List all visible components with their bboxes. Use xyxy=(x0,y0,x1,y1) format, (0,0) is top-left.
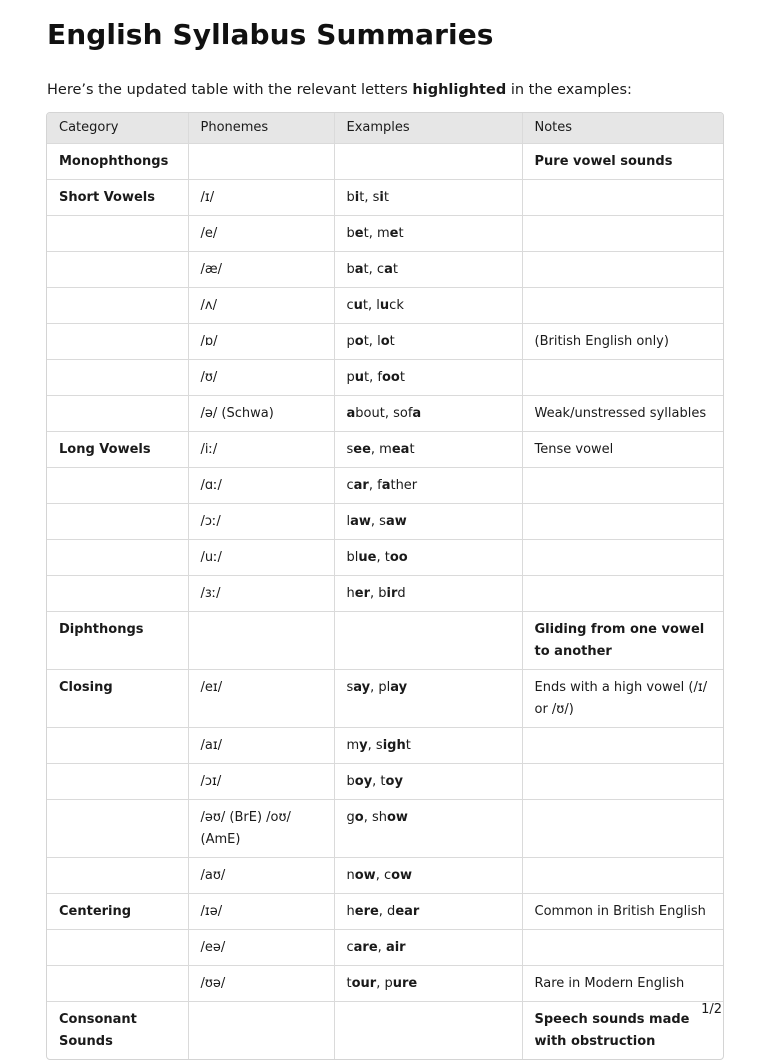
table-row xyxy=(47,728,723,764)
example-text: , m xyxy=(370,442,392,457)
highlighted-letters: er xyxy=(354,586,370,601)
table-row xyxy=(47,144,723,180)
highlighted-letters: o xyxy=(380,334,390,349)
example-text: , t xyxy=(376,550,390,565)
cell-note xyxy=(522,252,723,288)
header-category: Category xyxy=(47,113,188,144)
example-text: c xyxy=(346,298,354,313)
cell-example xyxy=(334,252,522,288)
cell-phoneme: /aɪ/ xyxy=(188,728,334,764)
cell-note: (British English only) xyxy=(522,324,723,360)
cell-category xyxy=(47,252,188,288)
highlighted-letters: ir xyxy=(386,586,398,601)
intro-after: in the examples: xyxy=(506,82,632,98)
cell-example xyxy=(334,324,522,360)
cell-category xyxy=(47,504,188,540)
cell-phoneme: /ɑː/ xyxy=(188,468,334,504)
cell-phoneme: /uː/ xyxy=(188,540,334,576)
cell-note xyxy=(522,504,723,540)
example-text: t, m xyxy=(363,226,390,241)
highlighted-letters: oy xyxy=(385,774,403,789)
table-row xyxy=(47,612,723,670)
cell-example xyxy=(334,764,522,800)
cell-phoneme: /ɪə/ xyxy=(188,894,334,930)
cell-example xyxy=(334,180,522,216)
highlighted-letters: e xyxy=(389,226,399,241)
cell-phoneme: /ʌ/ xyxy=(188,288,334,324)
cell-note: Tense vowel xyxy=(522,432,723,468)
cell-category xyxy=(47,930,188,966)
example-text: bout, sof xyxy=(355,406,413,421)
highlighted-letters: a xyxy=(412,406,422,421)
example-text: c xyxy=(346,940,354,955)
example-text: t xyxy=(398,226,404,241)
table-row xyxy=(47,360,723,396)
cell-note: Gliding from one vowel to another xyxy=(522,612,723,670)
cell-note xyxy=(522,764,723,800)
cell-phoneme xyxy=(188,144,334,180)
cell-note xyxy=(522,800,723,858)
highlighted-letters: a xyxy=(346,406,356,421)
example-text: t xyxy=(399,370,405,385)
example-text: , sh xyxy=(363,810,387,825)
intro-text xyxy=(47,82,632,98)
header-phonemes: Phonemes xyxy=(188,113,334,144)
phonemes-table-container xyxy=(46,112,724,1060)
example-text: , c xyxy=(375,868,392,883)
table-row xyxy=(47,288,723,324)
highlighted-letters: i xyxy=(379,190,384,205)
cell-category xyxy=(47,858,188,894)
highlighted-letters: ay xyxy=(353,680,371,695)
cell-phoneme: /ɔɪ/ xyxy=(188,764,334,800)
cell-phoneme xyxy=(188,1002,334,1060)
cell-example xyxy=(334,612,522,670)
highlighted-letters: u xyxy=(379,298,390,313)
highlighted-letters: igh xyxy=(382,738,406,753)
cell-phoneme: /iː/ xyxy=(188,432,334,468)
cell-phoneme: /ɜː/ xyxy=(188,576,334,612)
cell-example xyxy=(334,576,522,612)
example-text: ther xyxy=(390,478,418,493)
example-text: , pl xyxy=(370,680,391,695)
highlighted-letters: oy xyxy=(354,774,373,789)
example-text: t xyxy=(409,442,415,457)
highlighted-letters: ue xyxy=(358,550,377,565)
cell-note: Speech sounds made with obstruction xyxy=(534,1012,690,1049)
cell-example xyxy=(334,360,522,396)
highlighted-letters: oo xyxy=(381,370,400,385)
highlighted-letters: y xyxy=(359,738,368,753)
table-row xyxy=(47,504,723,540)
cell-category xyxy=(47,800,188,858)
example-text: p xyxy=(346,334,355,349)
highlighted-letters: i xyxy=(354,190,360,205)
cell-example xyxy=(334,930,522,966)
highlighted-letters: ay xyxy=(390,680,408,695)
highlighted-letters: ow xyxy=(391,868,413,883)
cell-phoneme: /ɔː/ xyxy=(188,504,334,540)
highlighted-letters: ar xyxy=(353,478,369,493)
example-text: t, l xyxy=(362,298,380,313)
cell-note xyxy=(522,216,723,252)
example-text: n xyxy=(346,868,355,883)
example-text: , s xyxy=(370,514,386,529)
highlighted-letters: ee xyxy=(353,442,371,457)
highlighted-letters: air xyxy=(385,940,406,955)
table-row xyxy=(47,858,723,894)
cell-category xyxy=(47,216,188,252)
cell-phoneme: /ʊ/ xyxy=(188,360,334,396)
cell-example xyxy=(334,144,522,180)
cell-note xyxy=(522,468,723,504)
example-text: b xyxy=(346,774,355,789)
cell-category xyxy=(47,966,188,1002)
cell-example xyxy=(334,216,522,252)
cell-category: Closing xyxy=(47,670,188,728)
cell-example xyxy=(334,1002,522,1060)
example-text: p xyxy=(346,370,355,385)
cell-phoneme: /ʊə/ xyxy=(188,966,334,1002)
cell-category xyxy=(47,576,188,612)
header-examples: Examples xyxy=(334,113,522,144)
cell-note xyxy=(522,728,723,764)
example-text: ck xyxy=(389,298,404,313)
table-row xyxy=(47,180,723,216)
cell-note: Common in British English xyxy=(522,894,723,930)
cell-phoneme: /ɒ/ xyxy=(188,324,334,360)
cell-category xyxy=(47,728,188,764)
cell-note xyxy=(522,576,723,612)
table-row xyxy=(47,324,723,360)
cell-example xyxy=(334,468,522,504)
cell-phoneme: /eɪ/ xyxy=(188,670,334,728)
example-text: bl xyxy=(346,550,359,565)
cell-category: Short Vowels xyxy=(47,180,188,216)
example-text: s xyxy=(346,680,354,695)
highlighted-letters: e xyxy=(354,226,364,241)
cell-example xyxy=(334,858,522,894)
cell-example xyxy=(334,288,522,324)
highlighted-letters: are xyxy=(353,940,378,955)
highlighted-letters: ere xyxy=(354,904,379,919)
example-text: b xyxy=(346,190,355,205)
cell-note: Weak/unstressed syllables xyxy=(522,396,723,432)
example-text: s xyxy=(346,442,354,457)
table-row xyxy=(47,894,723,930)
intro-bold: highlighted xyxy=(412,82,507,98)
cell-phoneme: /ə/ (Schwa) xyxy=(188,396,334,432)
example-text: t xyxy=(405,738,411,753)
highlighted-letters: u xyxy=(354,370,365,385)
table-row xyxy=(47,1002,723,1060)
example-text: t, l xyxy=(363,334,381,349)
example-text: t xyxy=(389,334,395,349)
cell-category xyxy=(47,396,188,432)
example-text: b xyxy=(346,262,355,277)
cell-phoneme: /əʊ/ (BrE) /oʊ/ (AmE) xyxy=(188,800,334,858)
table-header-row xyxy=(47,113,723,144)
highlighted-letters: aw xyxy=(350,514,371,529)
highlighted-letters: o xyxy=(354,810,364,825)
example-text: , b xyxy=(369,586,387,601)
cell-category xyxy=(47,764,188,800)
cell-phoneme: /e/ xyxy=(188,216,334,252)
example-text: l xyxy=(346,514,351,529)
highlighted-letters: ea xyxy=(391,442,410,457)
phonemes-table xyxy=(47,113,723,1059)
cell-example xyxy=(334,800,522,858)
example-text: b xyxy=(346,226,355,241)
cell-note: Ends with a high vowel (/ɪ/ or /ʊ/) xyxy=(522,670,723,728)
example-text: t xyxy=(346,976,352,991)
example-text: , p xyxy=(376,976,393,991)
intro-before: Here’s the updated table with the relevant letters xyxy=(47,82,413,98)
cell-note xyxy=(522,360,723,396)
example-text: h xyxy=(346,586,355,601)
cell-phoneme: /æ/ xyxy=(188,252,334,288)
cell-category xyxy=(47,540,188,576)
page-number: 1/2 xyxy=(701,1002,722,1017)
example-text: , d xyxy=(378,904,396,919)
example-text: , t xyxy=(372,774,386,789)
cell-phoneme: /ɪ/ xyxy=(188,180,334,216)
cell-example xyxy=(334,728,522,764)
cell-category xyxy=(47,288,188,324)
table-row xyxy=(47,540,723,576)
highlighted-letters: a xyxy=(384,262,393,277)
table-body xyxy=(47,144,723,1060)
cell-category: Long Vowels xyxy=(47,432,188,468)
cell-category xyxy=(47,468,188,504)
table-row xyxy=(47,670,723,728)
table-row xyxy=(47,216,723,252)
cell-note xyxy=(522,930,723,966)
example-text: t, f xyxy=(364,370,382,385)
table-row xyxy=(47,252,723,288)
highlighted-letters: aw xyxy=(385,514,407,529)
cell-note xyxy=(522,540,723,576)
example-text: c xyxy=(346,478,354,493)
cell-example xyxy=(334,432,522,468)
example-text: t xyxy=(392,262,398,277)
cell-category: Diphthongs xyxy=(47,612,188,670)
highlighted-letters: u xyxy=(353,298,363,313)
table-row xyxy=(47,800,723,858)
cell-note xyxy=(522,858,723,894)
cell-example xyxy=(334,540,522,576)
cell-phoneme xyxy=(188,612,334,670)
example-text: t xyxy=(383,190,389,205)
table-row xyxy=(47,396,723,432)
cell-example xyxy=(334,396,522,432)
cell-note xyxy=(522,288,723,324)
example-text: h xyxy=(346,904,355,919)
example-text: t, s xyxy=(359,190,380,205)
highlighted-letters: a xyxy=(381,478,391,493)
example-text: m xyxy=(346,738,360,753)
highlighted-letters: oo xyxy=(389,550,408,565)
highlighted-letters: ear xyxy=(395,904,420,919)
example-text: g xyxy=(346,810,355,825)
cell-note: Pure vowel sounds xyxy=(522,144,723,180)
cell-note: Rare in Modern English xyxy=(522,966,723,1002)
example-text: t, c xyxy=(363,262,385,277)
header-notes: Notes xyxy=(522,113,723,144)
table-row xyxy=(47,576,723,612)
cell-category xyxy=(47,324,188,360)
page-title: English Syllabus Summaries xyxy=(47,18,494,51)
cell-example xyxy=(334,670,522,728)
cell-category: Monophthongs xyxy=(47,144,188,180)
cell-note xyxy=(522,180,723,216)
cell-example xyxy=(334,966,522,1002)
highlighted-letters: a xyxy=(354,262,364,277)
example-text: , f xyxy=(368,478,382,493)
example-text: , xyxy=(377,940,386,955)
table-row xyxy=(47,966,723,1002)
cell-category: Consonant Sounds xyxy=(47,1002,188,1060)
table-row xyxy=(47,468,723,504)
example-text: , s xyxy=(367,738,383,753)
cell-phoneme: /eə/ xyxy=(188,930,334,966)
table-row xyxy=(47,930,723,966)
cell-example xyxy=(334,894,522,930)
highlighted-letters: ow xyxy=(354,868,376,883)
table-row xyxy=(47,432,723,468)
highlighted-letters: our xyxy=(351,976,377,991)
cell-category: Centering xyxy=(47,894,188,930)
highlighted-letters: ow xyxy=(386,810,408,825)
cell-phoneme: /aʊ/ xyxy=(188,858,334,894)
table-row xyxy=(47,764,723,800)
example-text: d xyxy=(397,586,406,601)
highlighted-letters: ure xyxy=(392,976,418,991)
cell-example xyxy=(334,504,522,540)
highlighted-letters: o xyxy=(354,334,364,349)
cell-category xyxy=(47,360,188,396)
